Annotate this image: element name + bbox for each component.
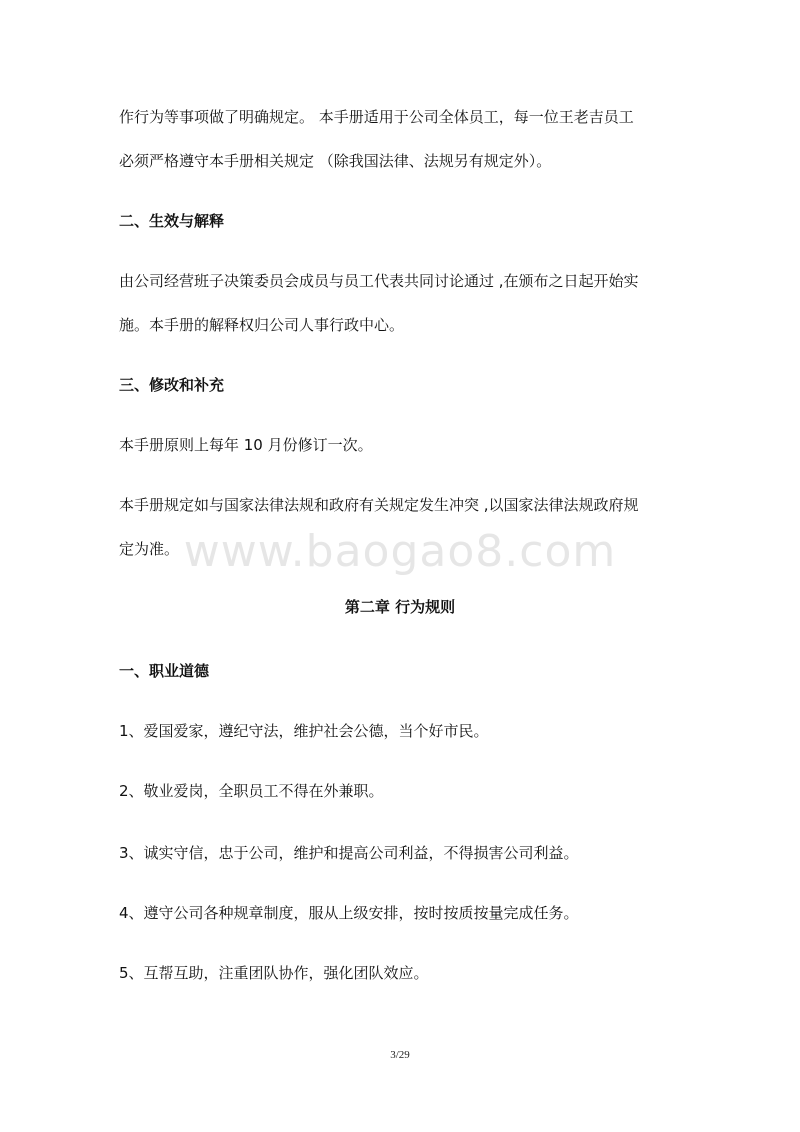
watermark: www.baogao8.com xyxy=(183,526,617,577)
section-heading: 三、修改和补充 xyxy=(119,376,225,394)
section-heading: 二、生效与解释 xyxy=(119,212,225,230)
paragraph-line: 必须严格遵守本手册相关规定 （除我国法律、法规另有规定外）。 xyxy=(119,152,552,170)
paragraph-line: 本手册原则上每年 10 月份修订一次。 xyxy=(119,436,373,454)
list-item: 5、互帮互助，注重团队协作，强化团队效应。 xyxy=(119,964,429,982)
paragraph-line: 定为准。 xyxy=(119,540,180,558)
page-number: 3/29 xyxy=(390,1049,410,1061)
paragraph-line: 由公司经营班子决策委员会成员与员工代表共同讨论通过 ,在颁布之日起开始实 xyxy=(119,272,639,290)
list-item: 3、诚实守信，忠于公司，维护和提高公司利益，不得损害公司利益。 xyxy=(119,844,579,862)
list-item: 2、敬业爱岗，全职员工不得在外兼职。 xyxy=(119,782,384,800)
paragraph-line: 作行为等事项做了明确规定。 本手册适用于公司全体员工，每一位王老吉员工 xyxy=(119,108,634,126)
chapter-title: 第二章 行为规则 xyxy=(344,598,456,616)
paragraph-line: 施。本手册的解释权归公司人事行政中心。 xyxy=(119,316,405,334)
list-item: 1、爱国爱家，遵纪守法，维护社会公德，当个好市民。 xyxy=(119,722,489,740)
paragraph-line: 本手册规定如与国家法律法规和政府有关规定发生冲突 ,以国家法律法规政府规 xyxy=(119,496,639,514)
list-item: 4、遵守公司各种规章制度，服从上级安排，按时按质按量完成任务。 xyxy=(119,904,579,922)
section-heading: 一、职业道德 xyxy=(119,662,210,680)
